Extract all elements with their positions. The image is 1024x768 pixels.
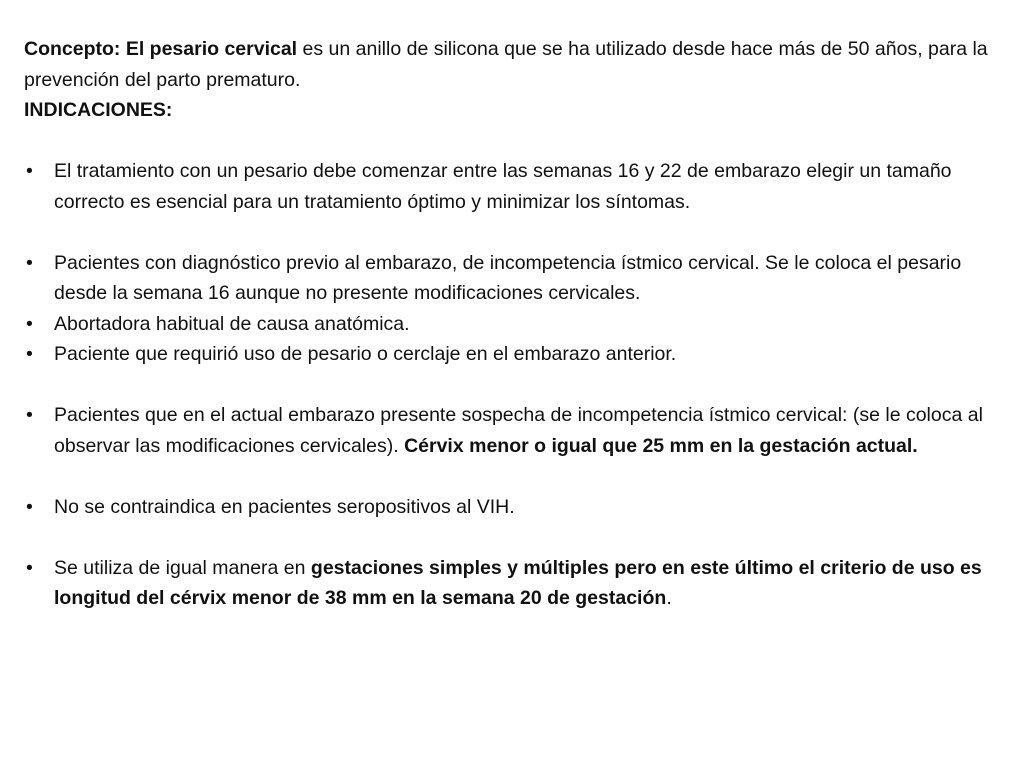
bullet-item-start-treatment <box>24 156 996 217</box>
spacer <box>24 461 996 492</box>
bullet-text: Pacientes con diagnóstico previo al embarazo, de incompetencia ístmico cervical. Se le coloca el pesario desde la semana 16 aunque no presente modificaciones cervicales. <box>54 251 962 304</box>
bullet-text: No se contraindica en pacientes seropositivos al VIH. <box>54 495 515 518</box>
bullet-text: El tratamiento con un pesario debe comenzar entre las semanas 16 y 22 de embarazo elegir un tamaño correcto es esencial para un tratamiento óptimo y minimizar los síntomas. <box>54 160 952 213</box>
bullet-item-current-suspicion <box>24 400 996 461</box>
bullet-text: Abortadora habitual de causa anatómica. <box>54 312 410 335</box>
spacer <box>24 370 996 401</box>
concept-text: es un anillo de silicona que se ha utilizado desde hace más de 50 años, para la prevención del parto prematuro. <box>24 38 988 91</box>
bullet-text: Paciente que requirió uso de pesario o cerclaje en el embarazo anterior. <box>54 343 677 365</box>
bullet-dot-icon: • <box>26 343 33 365</box>
bullet-dot-icon: • <box>26 312 33 335</box>
bullet-bold-text: gestaciones simples y múltiples pero en este último el criterio de uso es longitud del cérvix menor de 38 mm en la semana 20 de gestación <box>54 556 982 609</box>
bullet-item-hiv <box>24 492 996 523</box>
concept-label: Concepto: El pesario cervical <box>24 38 298 60</box>
bullet-dot-icon: • <box>26 495 33 518</box>
bullet-tail-text: . <box>666 587 672 609</box>
bullet-dot-icon: • <box>26 404 33 426</box>
bullet-item-prior-diagnosis <box>24 248 996 309</box>
bullet-text: Pacientes que en el actual embarazo presente sospecha de incompetencia ístmico cervical: (se le coloca al observar las modificaciones cervicales). <box>54 404 983 457</box>
spacer <box>24 126 996 157</box>
bullet-dot-icon: • <box>26 160 33 182</box>
indications-heading: INDICACIONES: <box>24 99 173 121</box>
bullet-item-previous-use <box>24 339 996 370</box>
bullet-bold-text: Cérvix menor o igual que 25 mm en la gestación actual. <box>404 434 918 457</box>
spacer <box>24 217 996 248</box>
concept-paragraph <box>24 34 996 95</box>
bullet-item-gestations <box>24 553 996 614</box>
spacer <box>24 522 996 553</box>
bullet-dot-icon: • <box>26 556 33 579</box>
slide-content <box>24 34 996 614</box>
bullet-item-habitual-aborter <box>24 309 996 340</box>
bullet-dot-icon: • <box>26 251 33 274</box>
bullet-text: Se utiliza de igual manera en <box>54 556 311 579</box>
